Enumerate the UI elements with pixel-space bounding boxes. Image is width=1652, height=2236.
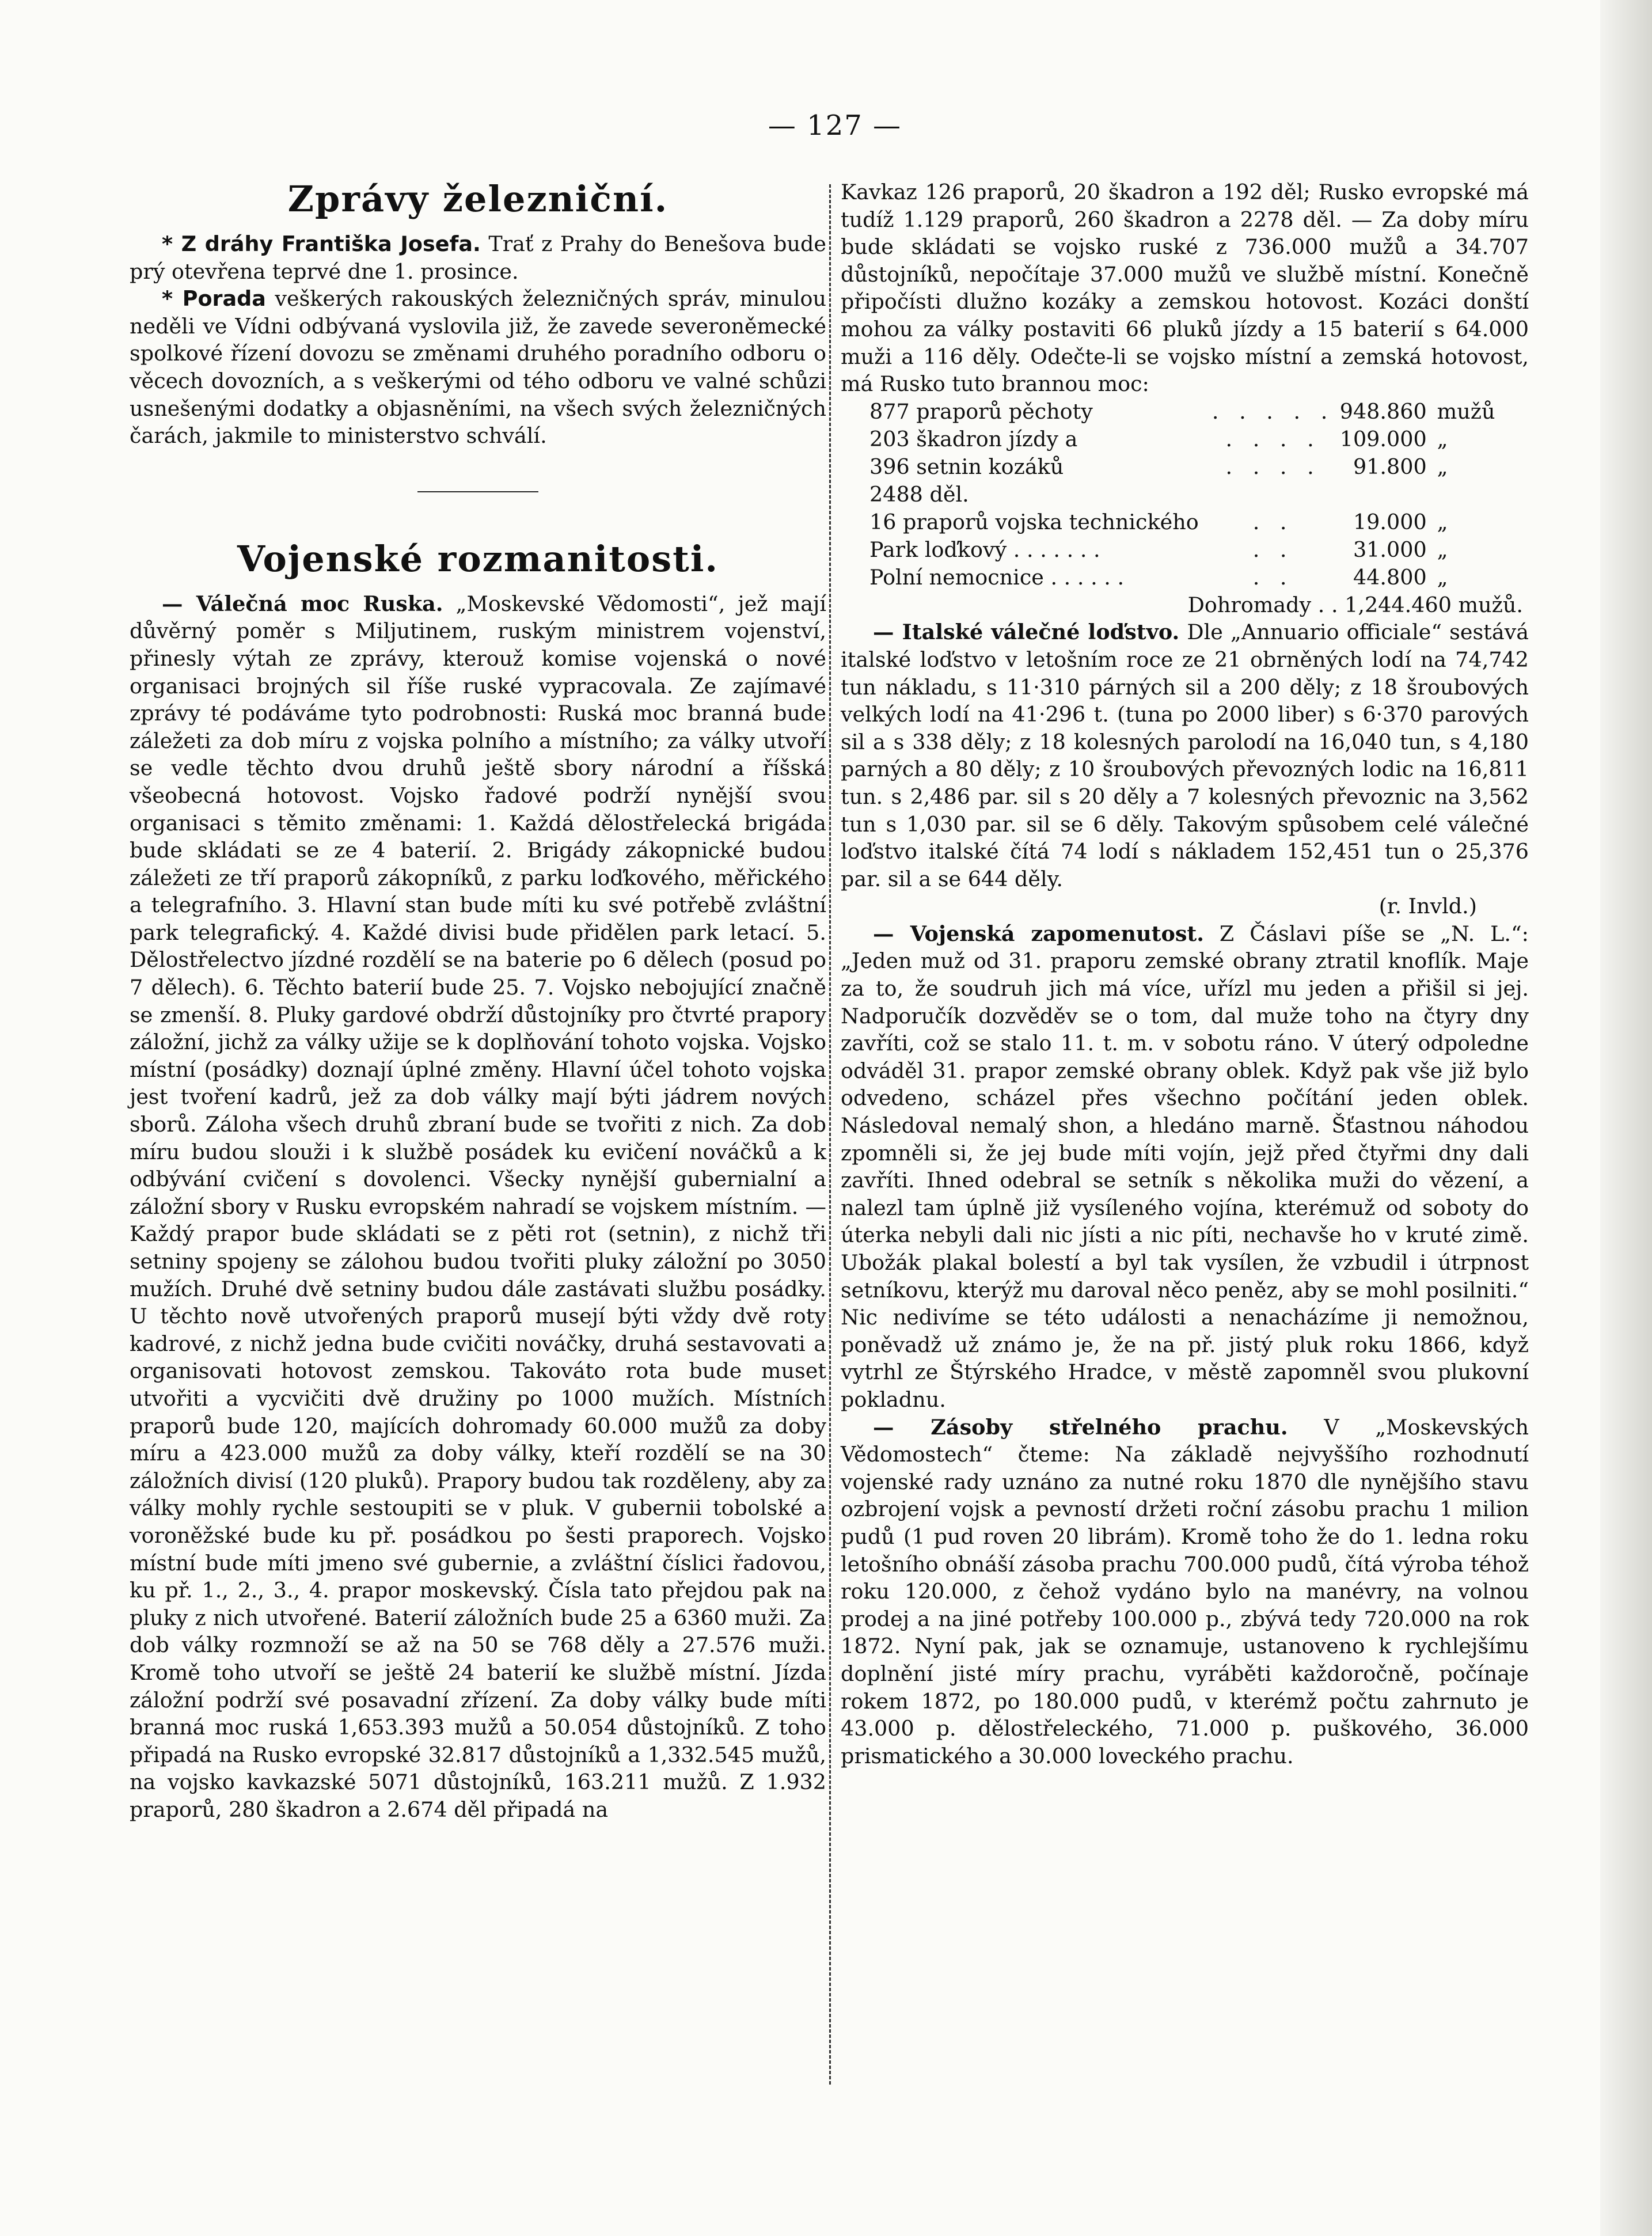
right-column: [841, 179, 1529, 1770]
table-cell-unit: „: [1437, 454, 1448, 479]
article-text: Trať z Prahy do Benešova bude prý otevřena teprvé dne 1. prosince.: [130, 231, 826, 284]
article-subheading: — Vojenská zapomenutost.: [873, 921, 1204, 946]
table-cell-value: 19.000: [1353, 509, 1427, 534]
left-column: [130, 179, 826, 1823]
table-cell-label: 396 setnin kozáků: [869, 454, 1064, 479]
table-cell-dots: . . . .: [1225, 454, 1321, 479]
article-kicker: * Z dráhy Františka Josefa.: [162, 231, 481, 256]
table-cell-unit: [1437, 481, 1497, 508]
page-number: — 127 —: [768, 109, 902, 142]
table-row: [869, 536, 1497, 564]
table-cell-unit: mužů: [1437, 398, 1495, 424]
article-text: „Moskevské Vědomosti“, jež mají důvěrný poměr s Miljutinem, ruským ministrem vojenství, přinesly výtah ze zprávy, kterouž komise vojenská o nové organisaci brojných sil říše ruské vypracovala. Ze zajímavé zprávy té podáváme tyto podrobnosti: Ruská moc branná bude záležeti za dob míru z vojska polního a místního; za války utvoří se vedle těchto dvou druhů ještě sbory národní a říšská všeobecná hotovost. Vojsko řadové podrží nynější svou organisaci s těmito změnami: 1. Každá dělostřelecká brigáda bude skládati se ze 4 baterií. 2. Brigády zákopnické budou záležeti ze tří praporů zákopníků, z parku loďkového, měřického a telegrafního. 3. Hlavní stan bude míti ku své potřebě zvláštní park telegrafický. 4. Každé divisi bude přidělen park letací. 5. Dělostřelectvo jízdné rozdělí se na baterie po 6 dělech (posud po 7 dělech). 6. Těchto baterií bude 25. 7. Vojsko nebojující značně se zmenší. 8. Pluky gardové obdrží důstojníky pro čtvrté prapory záložní, jichž za války užije se k doplňování tohoto vojska. Vojsko místní (posádky) doznají úplné změny. Hlavní účel tohoto vojska jest tvoření kadrů, jež za dob války mají býti jádrem nových sborů. Záloha všech druhů zbraní bude se tvořiti z nich. Za dob míru budou slouži i k službě posádek ku evičení nováčků a k odbývání cvičení s dovolenci. Všecky nynější gubernialní a záložní sbory v Rusku evropském nahradí se vojskem místním. — Každý prapor bude skládati se z pěti rot (setnin), z nichž tři setniny spojeny se zálohou budou tvořiti pluky záložní po 3050 mužích. Druhé dvě setniny budou dále zastávati službu posádky. U těchto nově utvořených praporů musejí býti vždy dvě roty kadrové, z nichž jedna bude cvičiti nováčky, druhá sestavovati a organisovati hotovost zemskou. Takováto rota bude muset utvořiti a vycvičiti dvě družiny po 1000 mužích. Místních praporů bude 120, majících dohromady 60.000 mužů za doby míru a 423.000 mužů za doby války, kteří rozdělí se na 30 záložních divisí (120 pluků). Prapory budou tak rozděleny, aby za války mohly rychle sestoupiti se v pluk. V gubernii tobolské a voroněžské bude ku př. posádkou po šesti praporech. Vojsko místní bude míti jmeno své gubernie, a zvláštní číslici řadovou, ku př. 1., 2., 3., 4. prapor moskevský. Čísla tato přejdou pak na pluky z nich utvořené. Baterií záložních bude 25 a 6360 muži. Za dob války rozmnoží se až na 50 se 768 děly a 27.576 muži. Kromě toho utvoří se ještě 24 baterií ke službě místní. Jízda záložní podrží své posavadní zřízení. Za doby války bude míti branná moc ruská 1,653.393 mužů a 50.054 důstojníků. Z toho připadá na Rusko evropské 32.817 důstojníků a 1,332.545 mužů, na vojsko kavkazské 5071 důstojníků, 163.211 mužů. Z 1.932 praporů, 280 škadron a 2.674 děl připadá na: [130, 591, 826, 1822]
article-text: veškerých rakouských železničných správ, minulou neděli ve Vídni odbývaná vyslovila již, že zavede severoněmecké spolkové řízení dovozu se změnami druhého poradního odboru o věcech dovozních, a s veškerými od tého odboru ve valné schůzi usnešenými dodatky a objasněními, na všech svých železničných čarách, jakmile to ministerstvo schválí.: [130, 286, 826, 449]
table-cell-value: 44.800: [1353, 564, 1427, 590]
table-cell-dots: [1210, 481, 1336, 508]
article-continuation: Kavkaz 126 praporů, 20 škadron a 192 děl; Rusko evropské má tudíž 1.129 praporů, 260 škadron a 2278 děl. — Za doby míru bude skládati se vojsko ruské z 736.000 mužů a 34.707 důstojníků, nepočítaje 37.000 mužů ve službě místní. Konečně připočísti dlužno kozáky a zemskou hotovost. Kozáci donští mohou za války postaviti 66 pluků jízdy a 15 baterií s 64.000 muži a 116 děly. Odečte-li se vojsko místní a zemská hotovost, má Rusko tuto brannou moc:: [841, 180, 1529, 397]
table-row: [869, 508, 1497, 536]
article-subheading: — Italské válečné loďstvo.: [873, 620, 1180, 645]
table-row: [869, 453, 1497, 481]
article-text: Z Čáslavi píše se „N. L.“: „Jeden muž od 31. praporu zemské obrany ztratil knoflík. Maje za to, že soudruh jich má více, uřízl mu jeden a přišil si jej. Nadporučík dozvěděv se o tom, dal muže toho na čtyry dny zavříti, což se stalo 11. t. m. v sobotu ráno. V úterý odpoledne odváděl 31. prapor zemské obrany oblek. Když pak vše již bylo odvedeno, scházel přes všechno počítání jeden oblek. Následoval nemalý shon, a hledáno marně. Šťastnou náhodou zpomněli si, že jej bude míti vojín, jejž před čtyřmi dny dali zavříti. Ihned odebral se setník s několika muži do vězení, a nalezl tam úplně již vysíleného vojína, kterémuž od soboty do úterka nebyli dali nic jísti a nic píti, nechavše ho v kruté zimě. Ubožák plakal bolestí a byl tak vysílen, že vzbudil i útrpnost setníkovu, kterýž mu daroval něco peněz, aby se mohl posilniti.“ Nic nedivíme se této události a nenacházíme ji nemožnou, poněvadž už známo je, že na př. jistý pluk roku 1866, když vytrhl ze Štýrského Hradce, v městě zapomněl svou plukovní pokladnu.: [841, 921, 1529, 1412]
article-paragraph: [130, 590, 826, 1824]
table-row: [869, 426, 1497, 453]
table-cell-value: 31.000: [1353, 537, 1427, 562]
table-cell-label: 16 praporů vojska technického: [869, 509, 1199, 534]
table-cell-label: Park loďkový . . . . . . .: [869, 537, 1100, 562]
article-text: Dle „Annuario officiale“ sestává italské loďstvo v letošním roce ze 21 obrněných lodí na 74,742 tun nákladu, s 11·310 párných sil a 200 děly; z 18 šroubových velkých lodí na 41·296 t. (tuna po 2000 liber) s 6·370 parových sil a s 338 děly; z 18 kolesných parolodí na 16,040 tun, s 4,180 parných a 80 děly; z 10 šroubových převozných lodic na 16,811 tun. s 2,486 par. sil s 20 děly a 7 kolesných převoznic na 3,562 tun s 1,030 par. sil se 6 děly. Takovým spůsobem celé válečné loďstvo italské čítá 74 lodí s nákladem 152,451 tun o 25,376 par. sil a se 644 děly.: [841, 620, 1529, 891]
table-row: [869, 398, 1497, 426]
article-text: V „Moskevských Vědomostech“ čteme: Na základě nejvyššího rozhodnutí vojenské rady uznáno za nutné roku 1870 dle nynějšího stavu ozbrojení vojsk a pevností držeti roční zásobu prachu 1 milion pudů (1 pud roven 20 librám). Kromě toho že do 1. ledna roku letošního obnáší zásoba prachu 700.000 pudů, čítá výroba téhož roku 120.000, z čehož vydáno bylo na manévry, na volnou prodej a na jiné potřeby 100.000 p., zbývá tedy 720.000 na rok 1872. Nyní pak, jak se oznamuje, ustanoveno k rychlejšímu doplnění jisté míry prachu, vyráběti každoročně, počínaje rokem 1872, po 180.000 pudů, v kterémž počtu zahrnuto je 43.000 p. dělostřeleckého, 71.000 p. puškového, 36.000 prismatického a 30.000 loveckého prachu.: [841, 1414, 1529, 1768]
article-signoff: (r. Invld.): [1378, 894, 1477, 919]
article-paragraph: [841, 1414, 1529, 1770]
table-cell-label: Polní nemocnice . . . . . .: [869, 564, 1125, 590]
article-paragraph: [130, 285, 826, 450]
table-cell-unit: „: [1437, 537, 1448, 562]
table-row: [869, 564, 1497, 591]
table-cell-value: [1336, 481, 1437, 508]
article-subheading: — Válečná moc Ruska.: [162, 591, 443, 616]
table-cell-unit: „: [1437, 564, 1448, 590]
table-cell-unit: „: [1437, 426, 1448, 451]
table-cell-dots: . .: [1252, 509, 1294, 534]
table-cell-value: 948.860: [1339, 398, 1427, 424]
column-divider: [829, 184, 831, 2085]
table-cell-label: 203 škadron jízdy a: [869, 426, 1078, 451]
table-cell-value: 91.800: [1353, 454, 1427, 479]
article-paragraph: [841, 920, 1529, 1414]
section-separator: [417, 491, 538, 492]
table-cell-dots: . . . .: [1225, 426, 1321, 451]
table-cell-unit: „: [1437, 509, 1448, 534]
section-heading-military-miscellany: Vojenské rozmanitosti.: [237, 537, 719, 580]
table-cell-dots: . .: [1252, 537, 1294, 562]
section-heading-railway-news: Zprávy železniční.: [287, 178, 669, 220]
article-subheading: — Zásoby střelného prachu.: [873, 1414, 1288, 1440]
table-cell-label: 877 praporů pěchoty: [869, 398, 1093, 424]
table-cell-dots: . . . . .: [1212, 398, 1335, 424]
article-kicker: * Porada: [162, 286, 266, 312]
table-cell-label: 2488 děl.: [869, 481, 969, 507]
article-paragraph: [841, 618, 1529, 893]
table-row: [869, 481, 1497, 508]
troop-strength-table: [869, 398, 1497, 591]
table-cell-value: 109.000: [1339, 426, 1427, 451]
table-total: Dohromady . . 1,244.460 mužů.: [1187, 592, 1523, 617]
table-cell-dots: . .: [1252, 564, 1294, 590]
article-paragraph: [130, 230, 826, 285]
